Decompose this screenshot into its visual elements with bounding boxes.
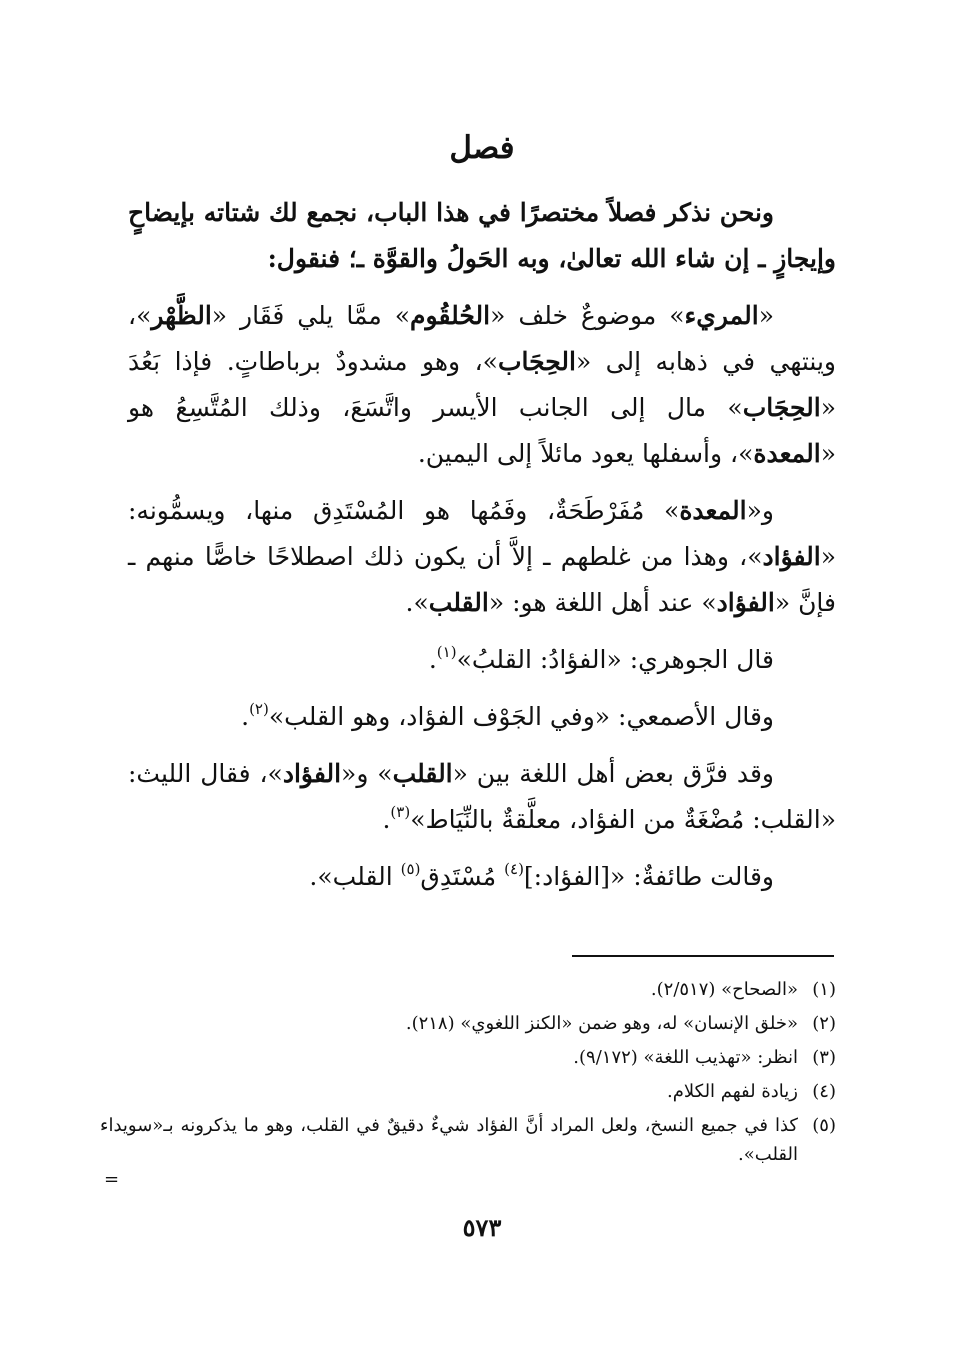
term-fuad: الفؤاد — [282, 759, 342, 788]
term-back: الظَّهْر — [151, 301, 212, 330]
footnote-text: كذا في جميع النسخ، ولعل المراد أنَّ الفؤاد شيءٌ دقيقٌ في القلب، وهو ما يذكرونه بـ«سويداء القلب». — [100, 1115, 798, 1165]
term-fuad: الفؤاد — [716, 588, 775, 617]
footnotes — [100, 975, 836, 1174]
footnote-number: (٤) — [812, 1081, 836, 1102]
footnote-2 — [100, 1009, 836, 1038]
term-diaphragm: الحِجَاب — [742, 393, 821, 422]
jawhari-quote: قال الجوهري: «الفؤادُ: القلبُ»$^{(١)}$. — [428, 642, 774, 674]
main-text — [128, 190, 836, 900]
layth-quote: وقد فرَّق بعض أهل اللغة بين «القلب» و«الفؤاد»، فقال الليث: «القلب: مُضْغَةٌ من الفؤاد، معلَّقةٌ بالنِّيَاط»$^{(٣)}$. — [128, 759, 836, 834]
intro-paragraph: ونحن نذكر فصلاً مختصرًا في هذا الباب، نجمع لك شتاته بإيضاحٍ وإيجازٍ ـ إن شاء الله تعالىٰ، وبه الحَولُ والقوَّة ـ؛ فنقول: — [128, 198, 836, 273]
footnote-text: زيادة لفهم الكلام. — [667, 1081, 798, 1102]
term-esophagus: المريء — [684, 301, 759, 330]
footnote-number: (٥) — [812, 1115, 836, 1136]
footnote-4 — [100, 1077, 836, 1106]
group-quote: وقالت طائفةٌ: «[الفؤاد:]$^{(٤)}$ مُسْتَدِق$^{(٥)}$ القلب». — [309, 859, 774, 891]
esophagus-paragraph: «المريء» موضوعٌ خلف «الحُلقُوم» ممَّا يلي فَقَار «الظَّهْر»، وينتهي في ذهابه إلى «الحِجَاب»، وهو مشدودٌ برباطاتٍ. فإذا بَعُدَ «الحِجَاب» مال إلى الجانب الأيسر واتَّسَعَ، وذلك المُتَّسِعُ هو «المعدة»، وأسفلها يعود مائلاً إلى اليمين. — [128, 301, 837, 468]
term-diaphragm: الحِجَاب — [497, 347, 576, 376]
footnote-separator — [572, 955, 834, 957]
term-stomach: المعدة — [753, 439, 821, 468]
footnote-ref[interactable]: (٤) — [504, 859, 524, 878]
section-heading: فصل — [449, 130, 515, 166]
footnote-ref[interactable]: (٣) — [390, 802, 411, 821]
stomach-paragraph: و«المعدة» مُفَرْطَحَةٌ، وفَمُها هو المُسْتَدِق منها، ويسمُّونه: «الفؤاد»، وهذا من غلطهم ـ إلاَّ أن يكون ذلك اصطلاحًا خاصًّا منهم ـ فإنَّ «الفؤاد» عند أهل اللغة هو: «القلب». — [128, 496, 836, 617]
term-heart: القلب — [392, 759, 453, 788]
footnote-ref[interactable]: (١) — [436, 642, 457, 661]
footnote-text: «خلق الإنسان» له، وهو ضمن «الكنز اللغوي» (٢١٨). — [405, 1013, 798, 1034]
term-throat: الحُلقُوم — [410, 301, 491, 330]
footnote-number: (١) — [812, 979, 836, 1000]
footnote-5 — [100, 1111, 836, 1169]
continuation-mark: = — [104, 1169, 120, 1190]
footnote-number: (٢) — [812, 1013, 836, 1034]
term-stomach: المعدة — [679, 496, 747, 525]
page-number: ٥٧٣ — [462, 1213, 502, 1242]
term-heart: القلب — [428, 588, 489, 617]
footnote-text: «الصحاح» (٢/٥١٧). — [650, 979, 798, 1000]
footnote-1 — [100, 975, 836, 1004]
term-fuad: الفؤاد — [762, 542, 821, 571]
footnote-ref[interactable]: (٢) — [249, 699, 269, 718]
asmai-quote: وقال الأصمعي: «وفي الجَوْف الفؤاد، وهو القلب»$^{(٢)}$. — [241, 699, 774, 731]
footnote-number: (٣) — [812, 1047, 836, 1068]
footnote-3 — [100, 1043, 836, 1072]
footnote-text: انظر: «تهذيب اللغة» (٩/١٧٢). — [573, 1047, 798, 1068]
footnote-ref[interactable]: (٥) — [400, 859, 421, 878]
